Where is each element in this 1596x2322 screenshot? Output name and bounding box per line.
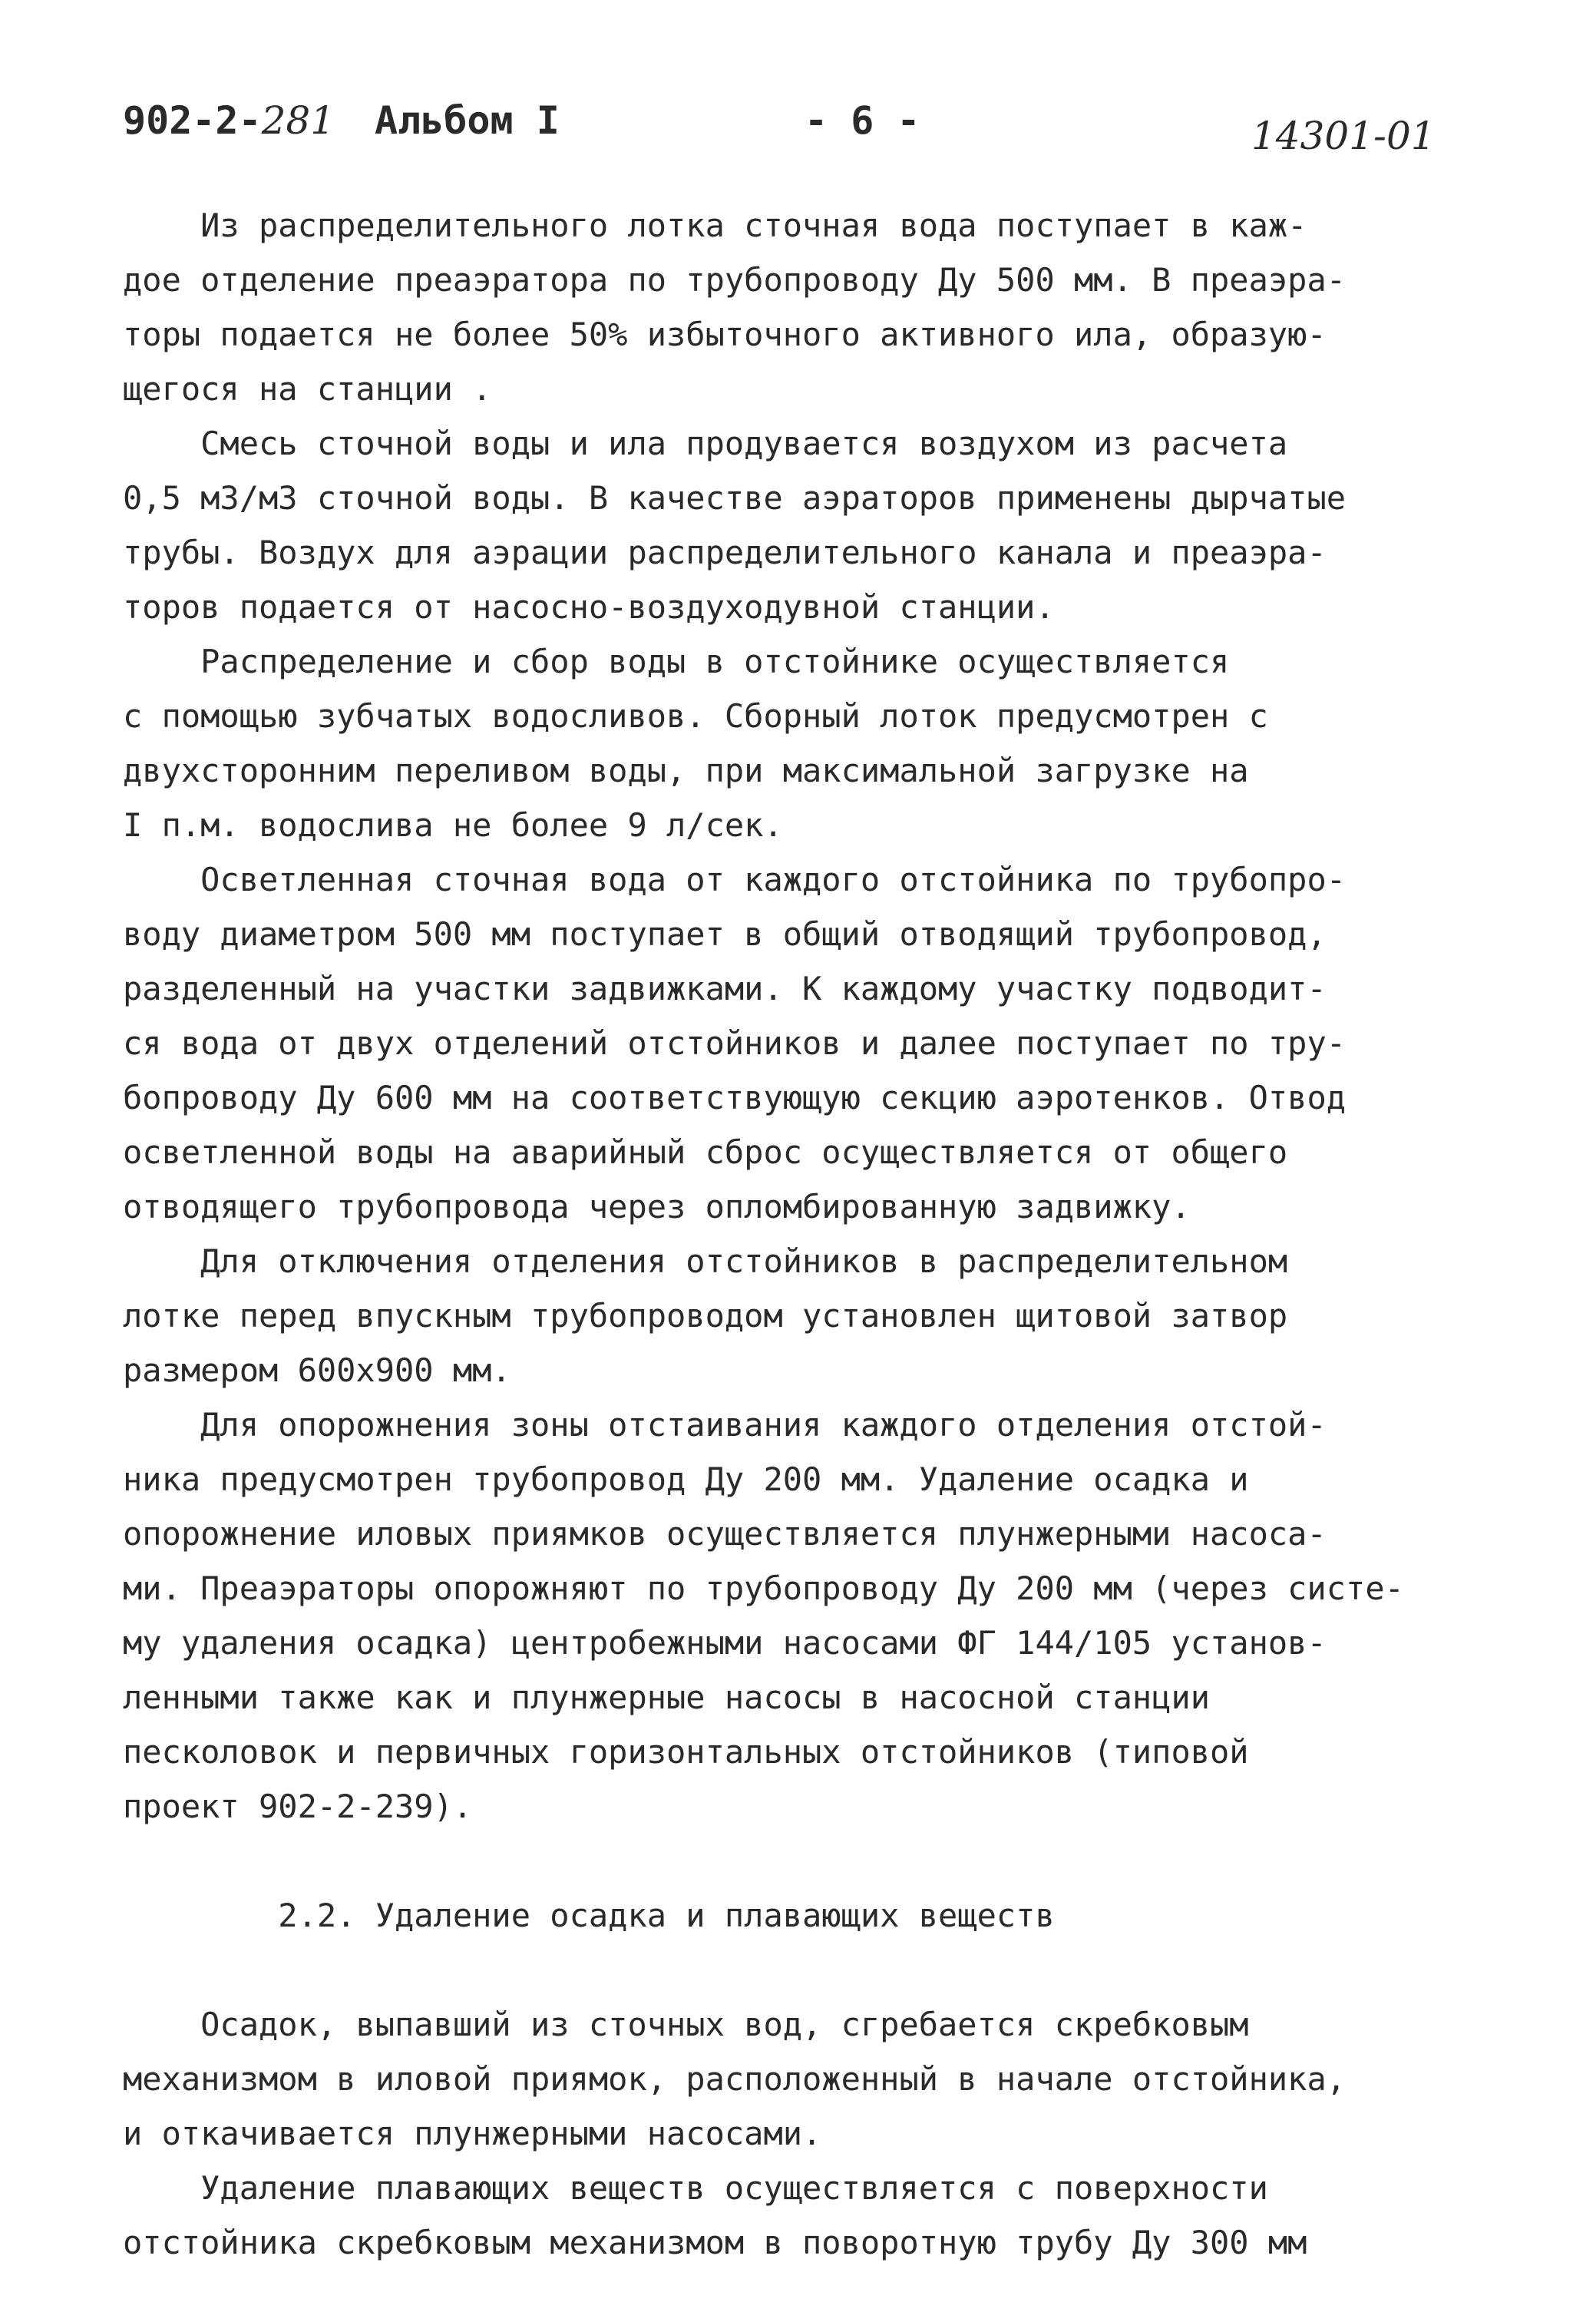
text-line: двухсторонним переливом воды, при максимальной загрузке на (123, 752, 1249, 789)
text-line: ми. Преаэраторы опорожняют по трубопроводу Ду 200 мм (через систе- (123, 1570, 1404, 1607)
text-line: 2.2. Удаление осадка и плавающих веществ (123, 1897, 1055, 1934)
text-line: бопроводу Ду 600 мм на соответствующую секцию аэротенков. Отвод (123, 1079, 1347, 1116)
document-number (123, 98, 335, 143)
text-line: ника предусмотрен трубопровод Ду 200 мм. Удаление осадка и (123, 1460, 1249, 1498)
text-line: трубы. Воздух для аэрации распределительного канала и преаэра- (123, 534, 1327, 571)
text-line: проект 902-2-239). (123, 1788, 473, 1825)
text-line: отводящего трубопровода через опломбированную задвижку. (123, 1188, 1191, 1226)
text-line: 0,5 м3/м3 сточной воды. В качестве аэраторов применены дырчатые (123, 479, 1347, 517)
text-line: песколовок и первичных горизонтальных отстойников (типовой (123, 1733, 1249, 1771)
text-line: Для опорожнения зоны отстаивания каждого отделения отстой- (123, 1406, 1327, 1444)
text-line: осветленной воды на аварийный сброс осуществляется от общего (123, 1133, 1288, 1171)
text-line: Удаление плавающих веществ осуществляется с поверхности (123, 2169, 1268, 2207)
album-label: Альбом I (375, 98, 560, 143)
text-line: I п.м. водослива не более 9 л/сек. (123, 806, 783, 844)
text-line: щегося на станции . (123, 370, 492, 408)
document-number-handwritten: 281 (261, 98, 335, 143)
text-line: Смесь сточной воды и ила продувается воздухом из расчета (123, 425, 1288, 462)
text-line: ся вода от двух отделений отстойников и далее поступает по тру- (123, 1024, 1347, 1062)
text-line: разделенный на участки задвижками. К каждому участку подводит- (123, 970, 1327, 1007)
text-line: размером 600х900 мм. (123, 1351, 511, 1389)
text-line: торы подается не более 50% избыточного активного ила, образую- (123, 316, 1327, 353)
text-line: отстойника скребковым механизмом в поворотную трубу Ду 300 мм (123, 2224, 1307, 2261)
text-line: ленными также как и плунжерные насосы в насосной станции (123, 1679, 1211, 1716)
text-line: торов подается от насосно-воздуходувной станции. (123, 588, 1055, 626)
text-line: опорожнение иловых приямков осуществляется плунжерными насоса- (123, 1515, 1327, 1553)
text-line: му удаления осадка) центробежными насосами ФГ 144/105 установ- (123, 1624, 1327, 1662)
text-line: с помощью зубчатых водосливов. Сборный лоток предусмотрен с (123, 697, 1268, 735)
text-line: Осадок, выпавший из сточных вод, сгребается скребковым (123, 2006, 1249, 2043)
text-line: Для отключения отделения отстойников в распределительном (123, 1242, 1288, 1280)
blank-line (123, 1834, 1551, 1888)
text-line: Из распределительного лотка сточная вода поступает в каж- (123, 207, 1307, 244)
text-line: Осветленная сточная вода от каждого отстойника по трубопро- (123, 861, 1347, 898)
text-line: воду диаметром 500 мм поступает в общий отводящий трубопровод, (123, 915, 1327, 953)
text-line: дое отделение преаэратора по трубопроводу Ду 500 мм. В преаэра- (123, 261, 1347, 299)
text-line: механизмом в иловой приямок, расположенный в начале отстойника, (123, 2060, 1347, 2098)
blank-line (123, 1943, 1551, 1997)
document-number-printed: 902-2- (123, 98, 262, 143)
archive-number: 14301-01 (1251, 114, 1436, 158)
text-line: лотке перед впускным трубопроводом установлен щитовой затвор (123, 1297, 1288, 1335)
text-line: и откачивается плунжерными насосами. (123, 2115, 822, 2152)
text-line: Распределение и сбор воды в отстойнике осуществляется (123, 643, 1230, 680)
body-text (123, 198, 1551, 2270)
page-number: - 6 - (805, 98, 920, 143)
